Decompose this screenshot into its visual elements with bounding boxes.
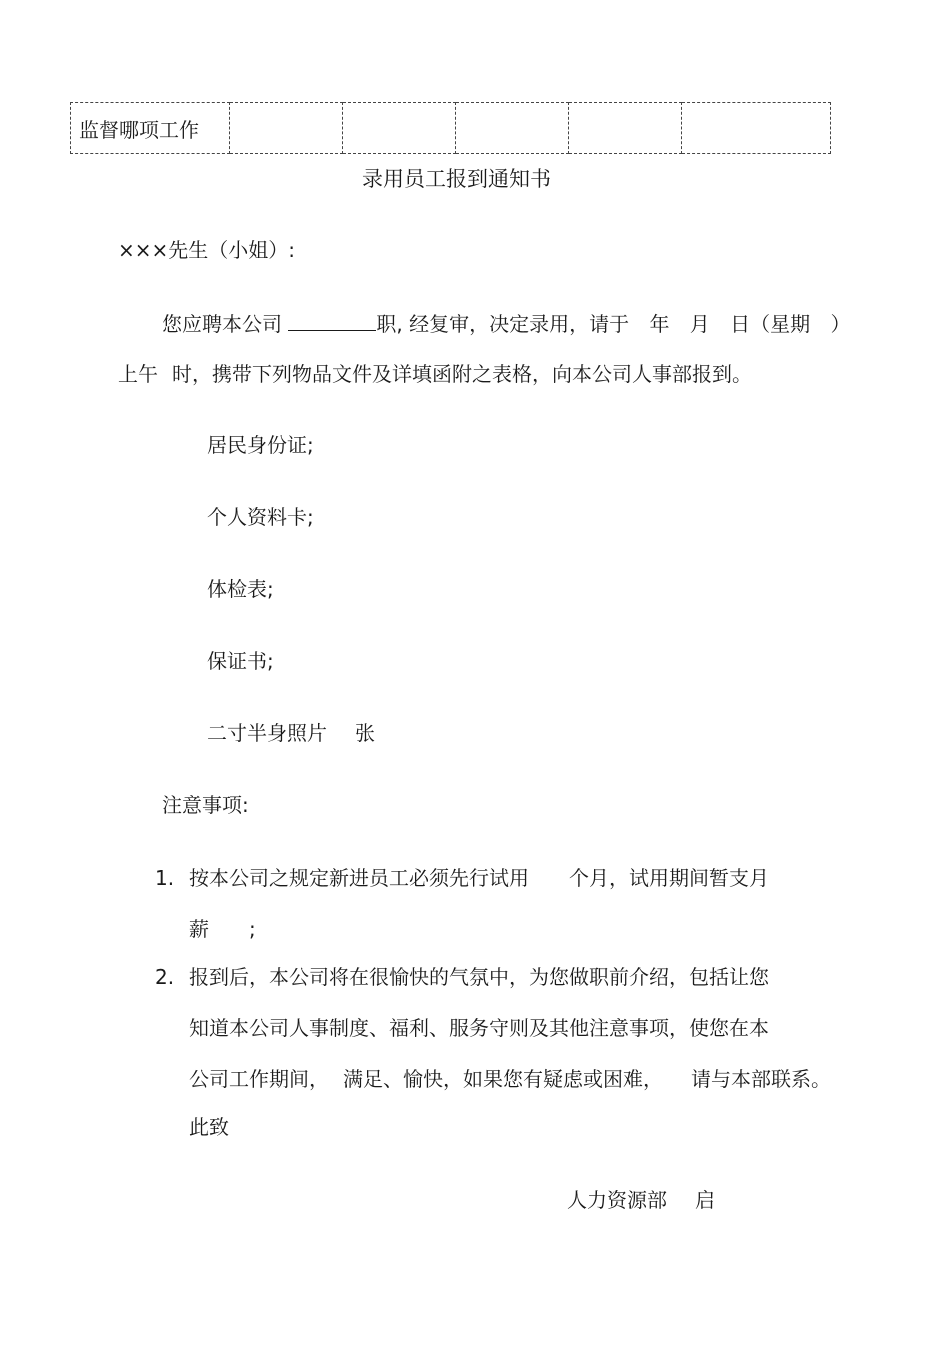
photo-label: 二寸半身照片 [207, 721, 327, 745]
list-item: 体检表; [207, 577, 274, 601]
note-2-text-1: 报到后，本公司将在很愉快的气氛中，为您做职前介绍，包括让您 [189, 965, 769, 989]
list-item: 居民身份证; [207, 433, 314, 457]
note-1-text-b: 个月，试用期间暂支月 [569, 866, 769, 890]
supervision-table [70, 102, 831, 154]
list-item: 保证书; [207, 649, 274, 673]
salutation: ×××先生（小姐）: [118, 238, 296, 262]
list-item: 个人资料卡; [207, 505, 314, 529]
table-cell-empty [230, 103, 343, 154]
table-cell-empty [569, 103, 682, 154]
note-2-line-1 [155, 965, 769, 989]
table-cell-label: 监督哪项工作 [71, 103, 230, 154]
note-2-text-3c: 请与本部联系。 [691, 1067, 831, 1091]
closing-phrase: 此致 [189, 1115, 229, 1139]
date-day-label: 日（星期 [730, 312, 811, 336]
body-line-2-start: 上午 [118, 362, 158, 386]
note-2-text-3b: 满足、愉快，如果您有疑虑或困难， [343, 1067, 663, 1091]
note-2-line-3 [189, 1067, 831, 1091]
note-1-end: ; [249, 917, 256, 941]
body-line-1-mid: 职, 经复审，决定录用，请于 [376, 312, 630, 336]
body-line-1 [162, 310, 851, 336]
body-line-2-rest: 时，携带下列物品文件及详填函附之表格，向本公司人事部报到。 [172, 362, 752, 386]
date-year-label: 年 [649, 312, 670, 336]
photo-unit: 张 [355, 721, 375, 745]
note-1-salary: 薪 [189, 917, 209, 941]
note-1-line-2 [189, 917, 256, 941]
note-1-line-1 [155, 866, 769, 890]
table-cell-empty [343, 103, 456, 154]
date-month-label: 月 [689, 312, 710, 336]
note-1-text-a: 按本公司之规定新进员工必须先行试用 [189, 866, 529, 890]
signature-suffix: 启 [695, 1188, 715, 1212]
notes-heading: 注意事项: [162, 793, 249, 817]
note-number: 2. [155, 965, 175, 989]
body-line-2 [118, 362, 752, 386]
note-2-text-3a: 公司工作期间， [189, 1067, 329, 1091]
list-item-photo [207, 721, 375, 745]
table-cell-empty [682, 103, 831, 154]
signature [567, 1188, 715, 1212]
document-title: 录用员工报到通知书 [362, 167, 551, 191]
signature-dept: 人力资源部 [567, 1188, 667, 1212]
table-cell-empty [456, 103, 569, 154]
note-2-line-2: 知道本公司人事制度、福利、服务守则及其他注意事项，使您在本 [189, 1016, 769, 1040]
table-row [71, 103, 831, 154]
position-blank [288, 310, 376, 331]
note-number: 1. [155, 866, 175, 890]
body-line-1-start: 您应聘本公司 [162, 312, 282, 336]
weekday-close: ） [830, 312, 851, 336]
